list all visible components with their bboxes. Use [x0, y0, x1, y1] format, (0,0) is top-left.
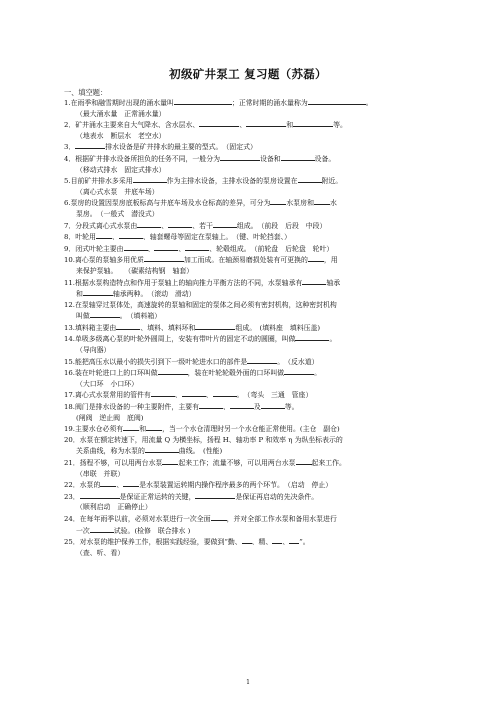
- answer-text: 泵房。 （一般式 潜没式）: [76, 209, 159, 218]
- question-text: ，当一个水仓清理时另一个水仓能正常使用。(主仓 副仓): [162, 425, 340, 434]
- section-heading: 一、填空题：: [64, 88, 108, 97]
- question-text: 设备。: [314, 154, 336, 163]
- answer-blank: [96, 231, 112, 239]
- question-text: 7．分段式离心式水泵由: [64, 221, 138, 230]
- question-1: [64, 97, 444, 109]
- answer-text: 关系曲线，称为水泵的: [76, 447, 145, 456]
- question-10: [64, 254, 444, 266]
- answer-blank: [295, 333, 329, 341]
- answer-blank: [83, 288, 113, 296]
- question-3: [64, 141, 444, 153]
- question-text: 。: [365, 99, 373, 107]
- answer-text: 和: [76, 290, 83, 299]
- question-text: 是保证再启动的先决条件。: [235, 492, 319, 501]
- answer-blank: [75, 141, 105, 149]
- answer-text: 一次: [76, 526, 90, 535]
- answer-blank: [137, 220, 161, 228]
- question-4: [64, 153, 444, 165]
- answer-blank: [116, 322, 140, 330]
- question-21: [64, 457, 444, 469]
- answer-line: [64, 310, 444, 322]
- answer-blank: [100, 479, 116, 487]
- answer-blank: [284, 367, 314, 375]
- answer-text: （查、听、看）: [76, 548, 125, 557]
- question-text: 15.能把高压水以最小的损失引到下一级叶轮进水口的部件是: [64, 357, 248, 366]
- answer-blank: [133, 175, 167, 183]
- answer-text: （移动式排水 固定式排水）: [76, 165, 166, 174]
- question-13: [64, 322, 444, 334]
- question-text: 4．根据矿井排水设备所担负的任务不同，一般分为: [64, 154, 220, 163]
- question-text: 是水泵装置运转期内操作程序最多的两个环节。 （启动 停止）: [139, 481, 333, 490]
- answer-blank: [195, 322, 235, 330]
- question-text: 、: [178, 244, 186, 253]
- answer-text: 。 （填料箱）: [119, 312, 162, 321]
- question-text: 、轮毂组成。 （前轮盘 后轮盘 轮叶）: [209, 244, 334, 253]
- question-text: 12.在泵轴穿过泵体处，高速旋转的泵轴和固定的泵体之间必须有密封机构，这种密封机构: [64, 300, 337, 309]
- question-19: [64, 423, 444, 435]
- page-title: 初级矿井泵工 复习题（苏磊）: [169, 67, 327, 81]
- answer-text: （最大涌水量 正常涌水量）: [76, 109, 166, 118]
- question-text: 。 （反水道）: [277, 357, 319, 366]
- question-text: 和: [286, 121, 294, 130]
- question-text: 、: [161, 221, 169, 230]
- question-text: 、轴套螺母等固定在泵轴上。 （键、叶轮挡套、）: [142, 233, 291, 242]
- question-text: ，并对全部工作水泵和备用水泵进行: [226, 514, 337, 523]
- question-text: 、若干: [192, 221, 213, 230]
- answer-line: [64, 548, 444, 559]
- question-text: 组成。 （前段 后段 中段）: [236, 221, 327, 230]
- answer-text: 来保护泵轴。 （碳素结构钢 轴套）: [76, 266, 194, 275]
- answer-text: （导向器）: [76, 346, 111, 355]
- answer-blank: [213, 220, 237, 228]
- answer-text: 试验。(检修 联合排水 ): [113, 526, 191, 535]
- answer-blank: [80, 491, 120, 499]
- question-text: ”。: [299, 538, 310, 547]
- answer-blank: [220, 153, 260, 161]
- question-5: [64, 175, 444, 187]
- answer-blank: [185, 243, 209, 251]
- question-text: 2．矿井涌水主要来自大气降水、含水层水、: [64, 121, 200, 130]
- question-text: 等。: [333, 121, 347, 130]
- answer-text: （地表水 断层水 老空水）: [76, 131, 166, 140]
- question-text: 、: [116, 481, 124, 490]
- answer-text: （大口环 小口环）: [76, 379, 139, 388]
- question-text: 13.填料箱主要由: [64, 323, 117, 332]
- answer-line: [64, 187, 444, 198]
- answer-text: 轴承两种。 （滚动 滑动）: [112, 290, 196, 299]
- question-text: 8．叶轮用: [64, 233, 96, 242]
- question-17: [64, 389, 444, 401]
- question-text: 起来工作。: [311, 459, 346, 467]
- answer-text: （串联 并联）: [76, 469, 125, 478]
- question-text: 排水设备是矿井排水的最主要的型式。 （固定式）: [105, 143, 257, 152]
- answer-blank: [261, 401, 285, 409]
- answer-blank: [302, 277, 326, 285]
- answer-blank: [289, 536, 299, 544]
- answer-blank: [168, 220, 192, 228]
- question-text: 等。: [284, 403, 299, 412]
- answer-line: [64, 413, 444, 424]
- question-6: [64, 197, 444, 209]
- question-text: 5.目前矿井排水多采用: [64, 177, 133, 186]
- answer-text: （顺利启动 正确停止）: [76, 503, 152, 512]
- page-number: 1: [246, 679, 250, 686]
- answer-line: [64, 469, 444, 480]
- question-text: 附近。: [321, 177, 343, 186]
- answer-line: [64, 502, 444, 513]
- question-text: 及: [253, 403, 261, 412]
- question-text: 设备和: [259, 154, 281, 163]
- question-text: 、: [239, 121, 247, 130]
- question-text: 、: [282, 538, 290, 547]
- answer-blank: [293, 119, 333, 127]
- question-text: 是保证正常运转的关键，: [119, 492, 196, 501]
- answer-blank: [308, 254, 324, 262]
- question-text: 作为主排水设备，主排水设备的泵房设置在: [166, 177, 298, 186]
- answer-blank: [199, 401, 223, 409]
- answer-text: 曲线。 (性能): [178, 447, 223, 456]
- question-text: ，用: [323, 256, 338, 265]
- answer-blank: [158, 367, 188, 375]
- question-text: 、填料、填料环和: [140, 323, 196, 332]
- answer-blank: [119, 231, 143, 239]
- question-text: ，装在叶轮轮毂外面的口环叫做: [187, 369, 285, 378]
- question-text: 、: [111, 233, 119, 242]
- question-text: 加工而成。在轴颈易磨损处装有可更换的: [183, 256, 308, 265]
- question-text: 18.阀门是排水设备的一种主要附件，主要有: [64, 403, 199, 412]
- question-text: 19.主要水仓必须有: [64, 425, 124, 434]
- question-2: [64, 119, 444, 131]
- question-text: 21．扬程不够，可以用两台水泵: [64, 459, 163, 467]
- question-text: 。: [314, 369, 322, 378]
- answer-line: [64, 209, 444, 220]
- question-text: 20．水泵在额定转速下，用流量 Q 为横坐标，扬程 H、轴功率 P 和效率 η 为纵坐标表示的: [64, 435, 343, 444]
- question-text: 、: [174, 391, 182, 400]
- answer-line: [64, 288, 444, 300]
- question-text: 9．闭式叶轮主要由: [64, 244, 124, 253]
- answer-line: [64, 131, 444, 142]
- question-14: [64, 333, 444, 345]
- answer-blank: [162, 457, 178, 465]
- answer-blank: [199, 119, 239, 127]
- question-text: 。 （弯头 三通 管座）: [236, 391, 313, 400]
- answer-blank: [146, 423, 162, 431]
- answer-blank: [246, 119, 286, 127]
- question-9: [64, 243, 444, 255]
- question-text: 11.根据水泵构造特点和作用于泵轴上的轴向推力平衡方法的不同，水泵轴承有: [64, 278, 303, 287]
- question-list: [64, 97, 444, 558]
- answer-blank: [144, 254, 184, 262]
- answer-blank: [308, 97, 366, 105]
- answer-text: （离心式水泵 井底车场）: [76, 187, 159, 196]
- question-20: [64, 435, 444, 446]
- question-12: [64, 300, 444, 311]
- question-text: 水泵房和: [286, 199, 314, 208]
- answer-line: [64, 165, 444, 176]
- question-text: 轴承: [326, 278, 341, 287]
- answer-blank: [247, 356, 277, 364]
- question-text: 起来工作；流量不够，可以用两台水泵: [178, 459, 296, 467]
- question-text: 1.在雨季和融雪期时出现的涌水量叫: [64, 99, 174, 107]
- answer-blank: [242, 536, 252, 544]
- answer-line: [64, 266, 444, 277]
- question-text: 14.单吸多级离心泵的叶轮外圆周上，安装有带叶片的固定不动的圆圈，叫做: [64, 335, 296, 344]
- answer-blank: [123, 423, 139, 431]
- question-11: [64, 277, 444, 289]
- question-22: [64, 479, 444, 491]
- question-text: 水: [329, 199, 337, 208]
- answer-blank: [195, 491, 235, 499]
- question-text: 16.装在叶轮进口上的口环叫做: [64, 369, 158, 378]
- answer-blank: [90, 310, 120, 318]
- answer-blank: [174, 97, 232, 105]
- question-23: [64, 491, 444, 503]
- question-text: 、: [147, 244, 155, 253]
- question-text: 、: [205, 391, 213, 400]
- answer-blank: [123, 479, 139, 487]
- answer-blank: [298, 175, 322, 183]
- answer-line: [64, 445, 444, 457]
- answer-blank: [124, 243, 148, 251]
- answer-blank: [154, 243, 178, 251]
- question-8: [64, 231, 444, 243]
- answer-line: [64, 109, 444, 120]
- question-text: 22．水泵的: [64, 481, 101, 490]
- question-text: 和: [139, 425, 147, 434]
- question-text: 3．: [64, 143, 76, 152]
- question-7: [64, 220, 444, 232]
- question-text: 。: [329, 335, 337, 344]
- question-text: 25．对水泵的维护保养工作，根据实践经验，要做到“勤、: [64, 538, 242, 547]
- answer-blank: [270, 197, 286, 205]
- question-text: 17.离心式水泵常用的管件有: [64, 391, 151, 400]
- question-16: [64, 367, 444, 379]
- question-text: 组成。 (填料座 填料压盖): [235, 323, 321, 332]
- answer-blank: [211, 513, 227, 521]
- question-15: [64, 356, 444, 368]
- answer-blank: [296, 457, 312, 465]
- answer-blank: [314, 197, 330, 205]
- question-text: 、: [223, 403, 230, 412]
- answer-blank: [281, 153, 315, 161]
- question-text: 23．: [64, 492, 80, 501]
- answer-blank: [213, 389, 237, 397]
- question-text: ；正常时期的涌水量称为: [231, 99, 308, 107]
- question-18: [64, 401, 444, 413]
- answer-blank: [272, 536, 282, 544]
- answer-line: [64, 379, 444, 390]
- question-24: [64, 513, 444, 525]
- answer-blank: [230, 401, 254, 409]
- answer-blank: [145, 445, 179, 453]
- answer-blank: [151, 389, 175, 397]
- question-text: 24．在每年雨季以前，必须对水泵进行一次全面: [64, 514, 211, 523]
- answer-line: [64, 525, 444, 537]
- question-text: 6.泵房的设置因泵房底板标高与井底车场及水仓标高的差异，可分为: [64, 199, 271, 208]
- question-text: 、精、: [251, 538, 273, 547]
- question-text: 10.离心泵的泵轴多用优质: [64, 256, 144, 265]
- answer-blank: [182, 389, 206, 397]
- answer-blank: [90, 525, 114, 533]
- answer-text: 叫做: [76, 312, 90, 321]
- question-25: [64, 536, 444, 548]
- answer-text: (闸阀 逆止阀 底阀): [76, 413, 144, 422]
- answer-line: [64, 345, 444, 356]
